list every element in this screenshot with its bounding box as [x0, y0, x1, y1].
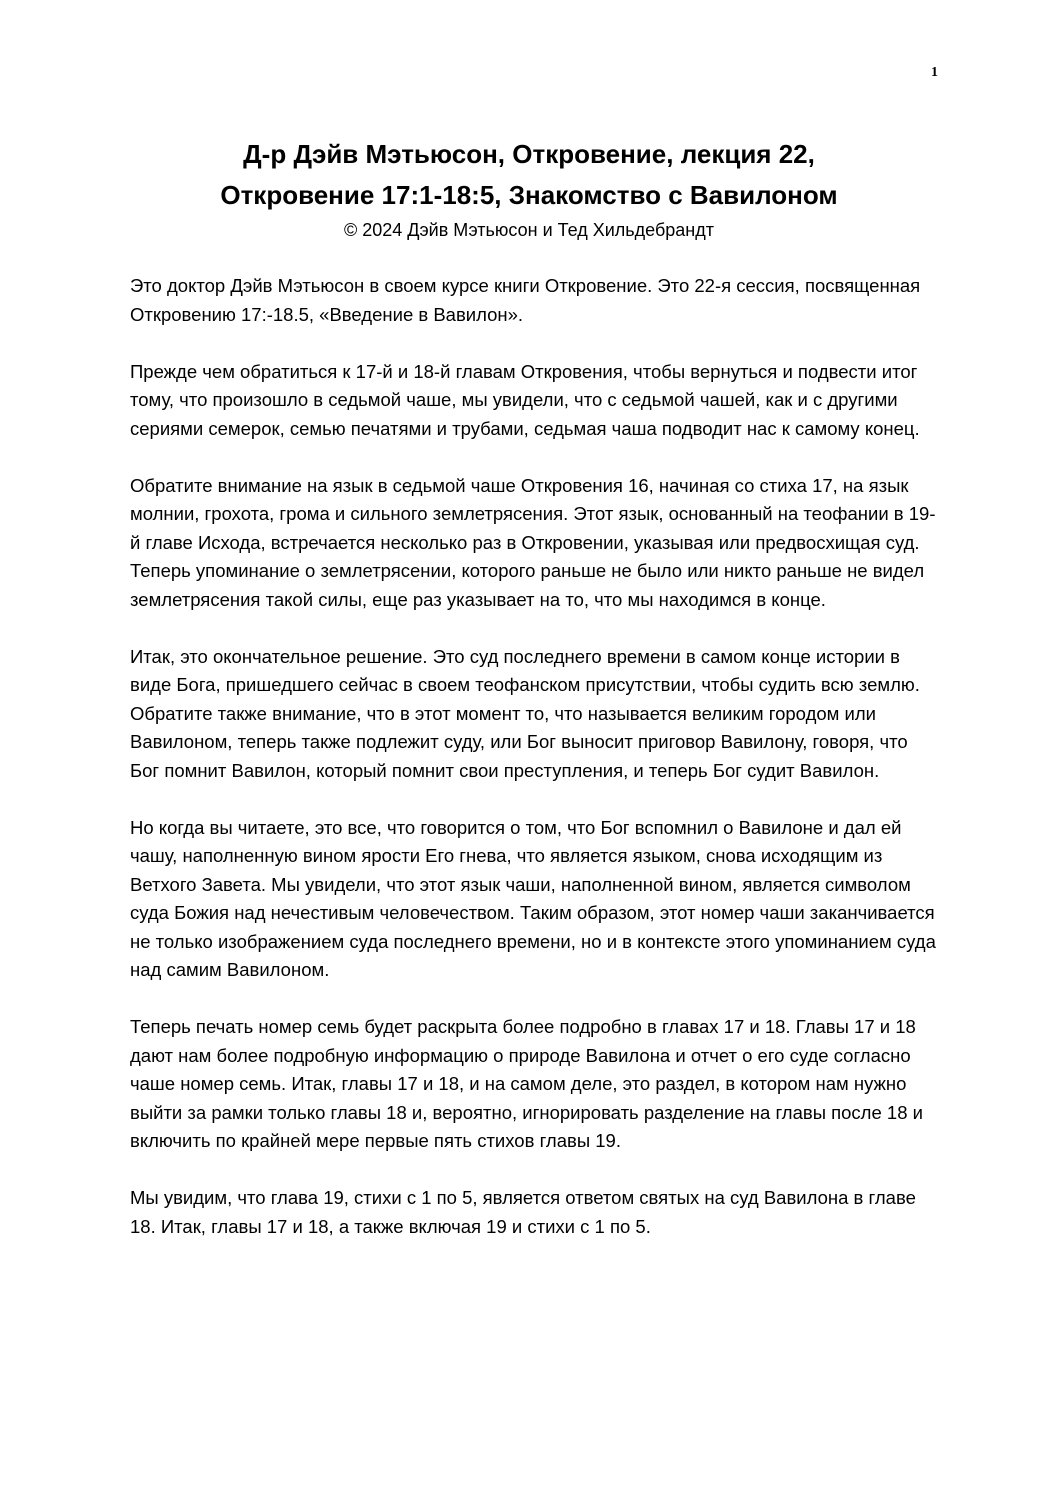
paragraph-1: Это доктор Дэйв Мэтьюсон в своем курсе книги Откровение. Это 22-я сессия, посвященная Откровению 17:-18.5, «Введение в Вавилон».: [130, 275, 921, 325]
document-title: [100, 134, 958, 216]
paragraph-5: Но когда вы читаете, это все, что говорится о том, что Бог вспомнил о Вавилоне и дал ей чашу, наполненную вином ярости Его гнева, что является языком, снова исходящим из Ветхого Завета. Мы увидели, что этот язык чаши, наполненной вином, является символом суда Божия над нечестивым человечеством. Таким образом, этот номер чаши заканчивается не только изображением суда последнего времени, но и в контексте этого упоминанием суда над самим Вавилоном.: [130, 816, 936, 980]
title-line-1: Д-р Дэйв Мэтьюсон, Откровение, лекция 22,: [243, 139, 815, 169]
page-number: 1: [931, 65, 938, 80]
paragraph-2: Прежде чем обратиться к 17-й и 18-й главам Откровения, чтобы вернуться и подвести итог тому, что произошло в седьмой чаше, мы увидели, что с седьмой чашей, как и с другими сериями семерок, семью печатями и трубами, седьмая чаша подводит нас к самому конец.: [130, 360, 920, 439]
document-header: [100, 134, 958, 242]
title-line-2: Откровение 17:1-18:5, Знакомство с Вавилоном: [220, 180, 838, 210]
paragraph-4: Итак, это окончательное решение. Это суд последнего времени в самом конце истории в виде Бога, пришедшего сейчас в своем теофанском присутствии, чтобы судить всю землю. Обратите также внимание, что в этот момент то, что называется великим городом или Вавилоном, теперь также подлежит суду, или Бог выносит приговор Вавилону, говоря, что Бог помнит Вавилон, который помнит свои преступления, и теперь Бог судит Вавилон.: [130, 645, 920, 781]
paragraph-3: Обратите внимание на язык в седьмой чаше Откровения 16, начиная со стиха 17, на язык молнии, грохота, грома и сильного землетрясения. Этот язык, основанный на теофании в 19-й главе Исхода, встречается несколько раз в Откровении, указывая или предвосхищая суд. Теперь упоминание о землетрясении, которого раньше не было или никто раньше не видел землетрясения такой силы, еще раз указывает на то, что мы находимся в конце.: [130, 474, 936, 610]
copyright-line: © 2024 Дэйв Мэтьюсон и Тед Хильдебрандт: [344, 220, 714, 240]
document-body: [130, 272, 940, 1270]
paragraph-6: Теперь печать номер семь будет раскрыта более подробно в главах 17 и 18. Главы 17 и 18 дают нам более подробную информацию о природе Вавилона и отчет о его суде согласно чаше номер семь. Итак, главы 17 и 18, и на самом деле, это раздел, в котором нам нужно выйти за рамки только главы 18 и, вероятно, игнорировать разделение на главы после 18 и включить по крайней мере первые пять стихов главы 19.: [130, 1016, 923, 1151]
paragraph-7: Мы увидим, что глава 19, стихи с 1 по 5, является ответом святых на суд Вавилона в главе 18. Итак, главы 17 и 18, а также включая 19 и стихи с 1 по 5.: [130, 1187, 916, 1237]
